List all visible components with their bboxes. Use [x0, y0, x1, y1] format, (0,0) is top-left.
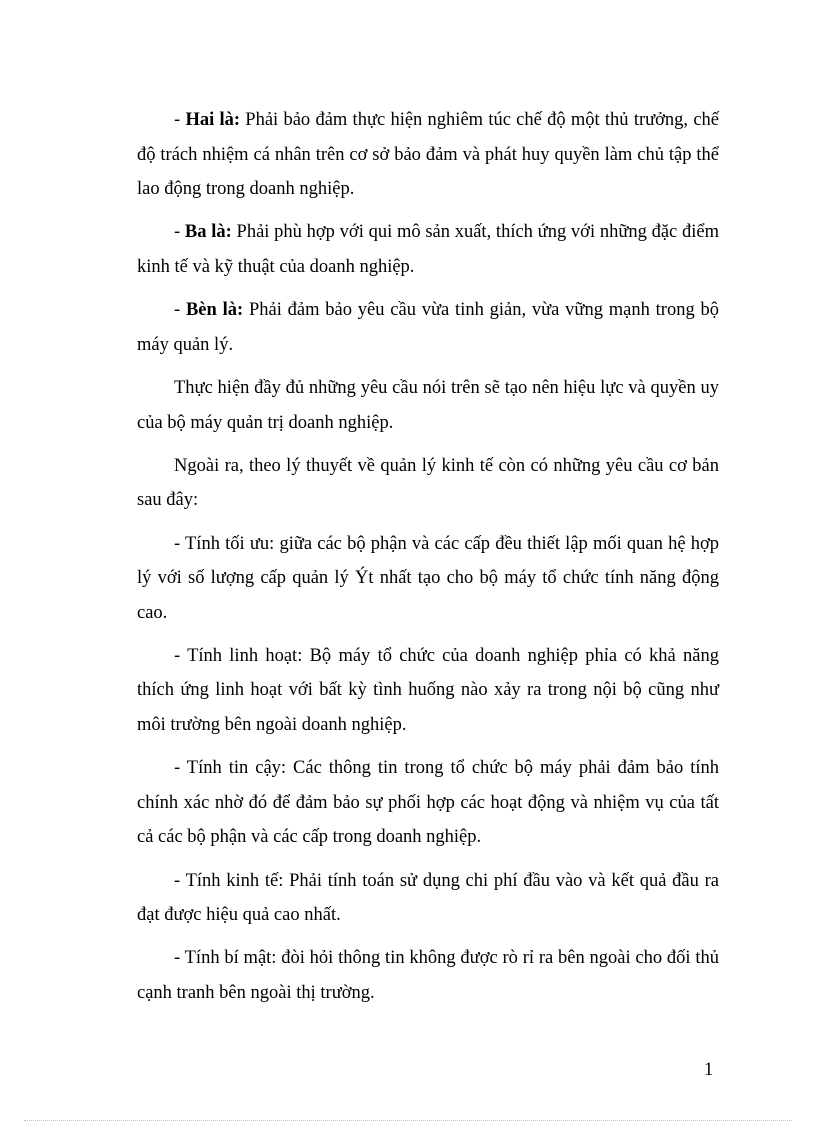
paragraph-text: Phải bảo đảm thực hiện nghiêm túc chế độ một thủ trưởng, chế độ trách nhiệm cá nhân trên cơ sở bảo đảm và phát huy quyền làm chủ tập thể lao động trong doanh nghiệp.: [137, 110, 719, 200]
body-text: [137, 103, 719, 1019]
paragraph-heading: Hai là:: [185, 110, 241, 130]
paragraph-heading: Ba là:: [184, 222, 232, 243]
paragraph-text: Phải phù hợp với qui mô sản xuất, thích ứng với những đặc điểm kinh tế và kỹ thuật của doanh nghiệp.: [137, 222, 719, 277]
paragraph-heading: Bèn là:: [185, 300, 244, 321]
paragraph-lead: -: [174, 300, 186, 321]
paragraph-text: - Tính tin cậy: Các thông tin trong tổ chức bộ máy phải đảm bảo tính chính xác nhờ đó để đảm bảo sự phối hợp các hoạt động và nhiệm vụ của tất cả các bộ phận và các cấp trong doanh nghiệp.: [137, 758, 719, 848]
paragraph-summary: [137, 371, 719, 440]
paragraph-toi-uu: [137, 527, 719, 631]
paragraph-lead: -: [174, 222, 185, 243]
paragraph-text: Ngoài ra, theo lý thuyết về quản lý kinh tế còn có những yêu cầu cơ bản sau đây:: [137, 455, 719, 511]
paragraph-tin-cay: [137, 751, 719, 855]
paragraph-text: - Tính tối ưu: giữa các bộ phận và các cấp đều thiết lập mối quan hệ hợp lý với số lượng cấp quản lý Ýt nhất tạo cho bộ máy tổ chức tính năng động cao.: [137, 533, 719, 623]
paragraph-kinh-te: [137, 864, 719, 933]
paragraph-ba-la: [137, 215, 719, 284]
paragraph-lead: -: [174, 110, 186, 130]
paragraph-text: - Tính kinh tế: Phải tính toán sử dụng chi phí đầu vào và kết quả đầu ra đạt được hiệu quả cao nhất.: [137, 870, 719, 926]
paragraph-linh-hoat: [137, 639, 719, 743]
paragraph-text: - Tính bí mật: đòi hỏi thông tin không được rò rỉ ra bên ngoài cho đối thủ cạnh tranh bên ngoài thị trường.: [137, 948, 719, 1003]
paragraph-text: - Tính linh hoạt: Bộ máy tổ chức của doanh nghiệp phỉa có khả năng thích ứng linh hoạt với bất kỳ tình huống nào xảy ra trong nội bộ cũng như môi trường bên ngoài doanh nghiệp.: [137, 645, 719, 736]
paragraph-text: Thực hiện đầy đủ những yêu cầu nói trên sẽ tạo nên hiệu lực và quyền uy của bộ máy quản trị doanh nghiệp.: [137, 377, 719, 433]
paragraph-ben-la: [137, 293, 719, 362]
paragraph-hai-la: [137, 103, 719, 207]
paragraph-bi-mat: [137, 941, 719, 1010]
page-bottom-divider: [24, 1120, 792, 1121]
paragraph-text: Phải đảm bảo yêu cầu vừa tinh giản, vừa vững mạnh trong bộ máy quản lý.: [137, 300, 719, 355]
page-number: 1: [704, 1060, 714, 1080]
paragraph-intro-requirements: [137, 449, 719, 518]
